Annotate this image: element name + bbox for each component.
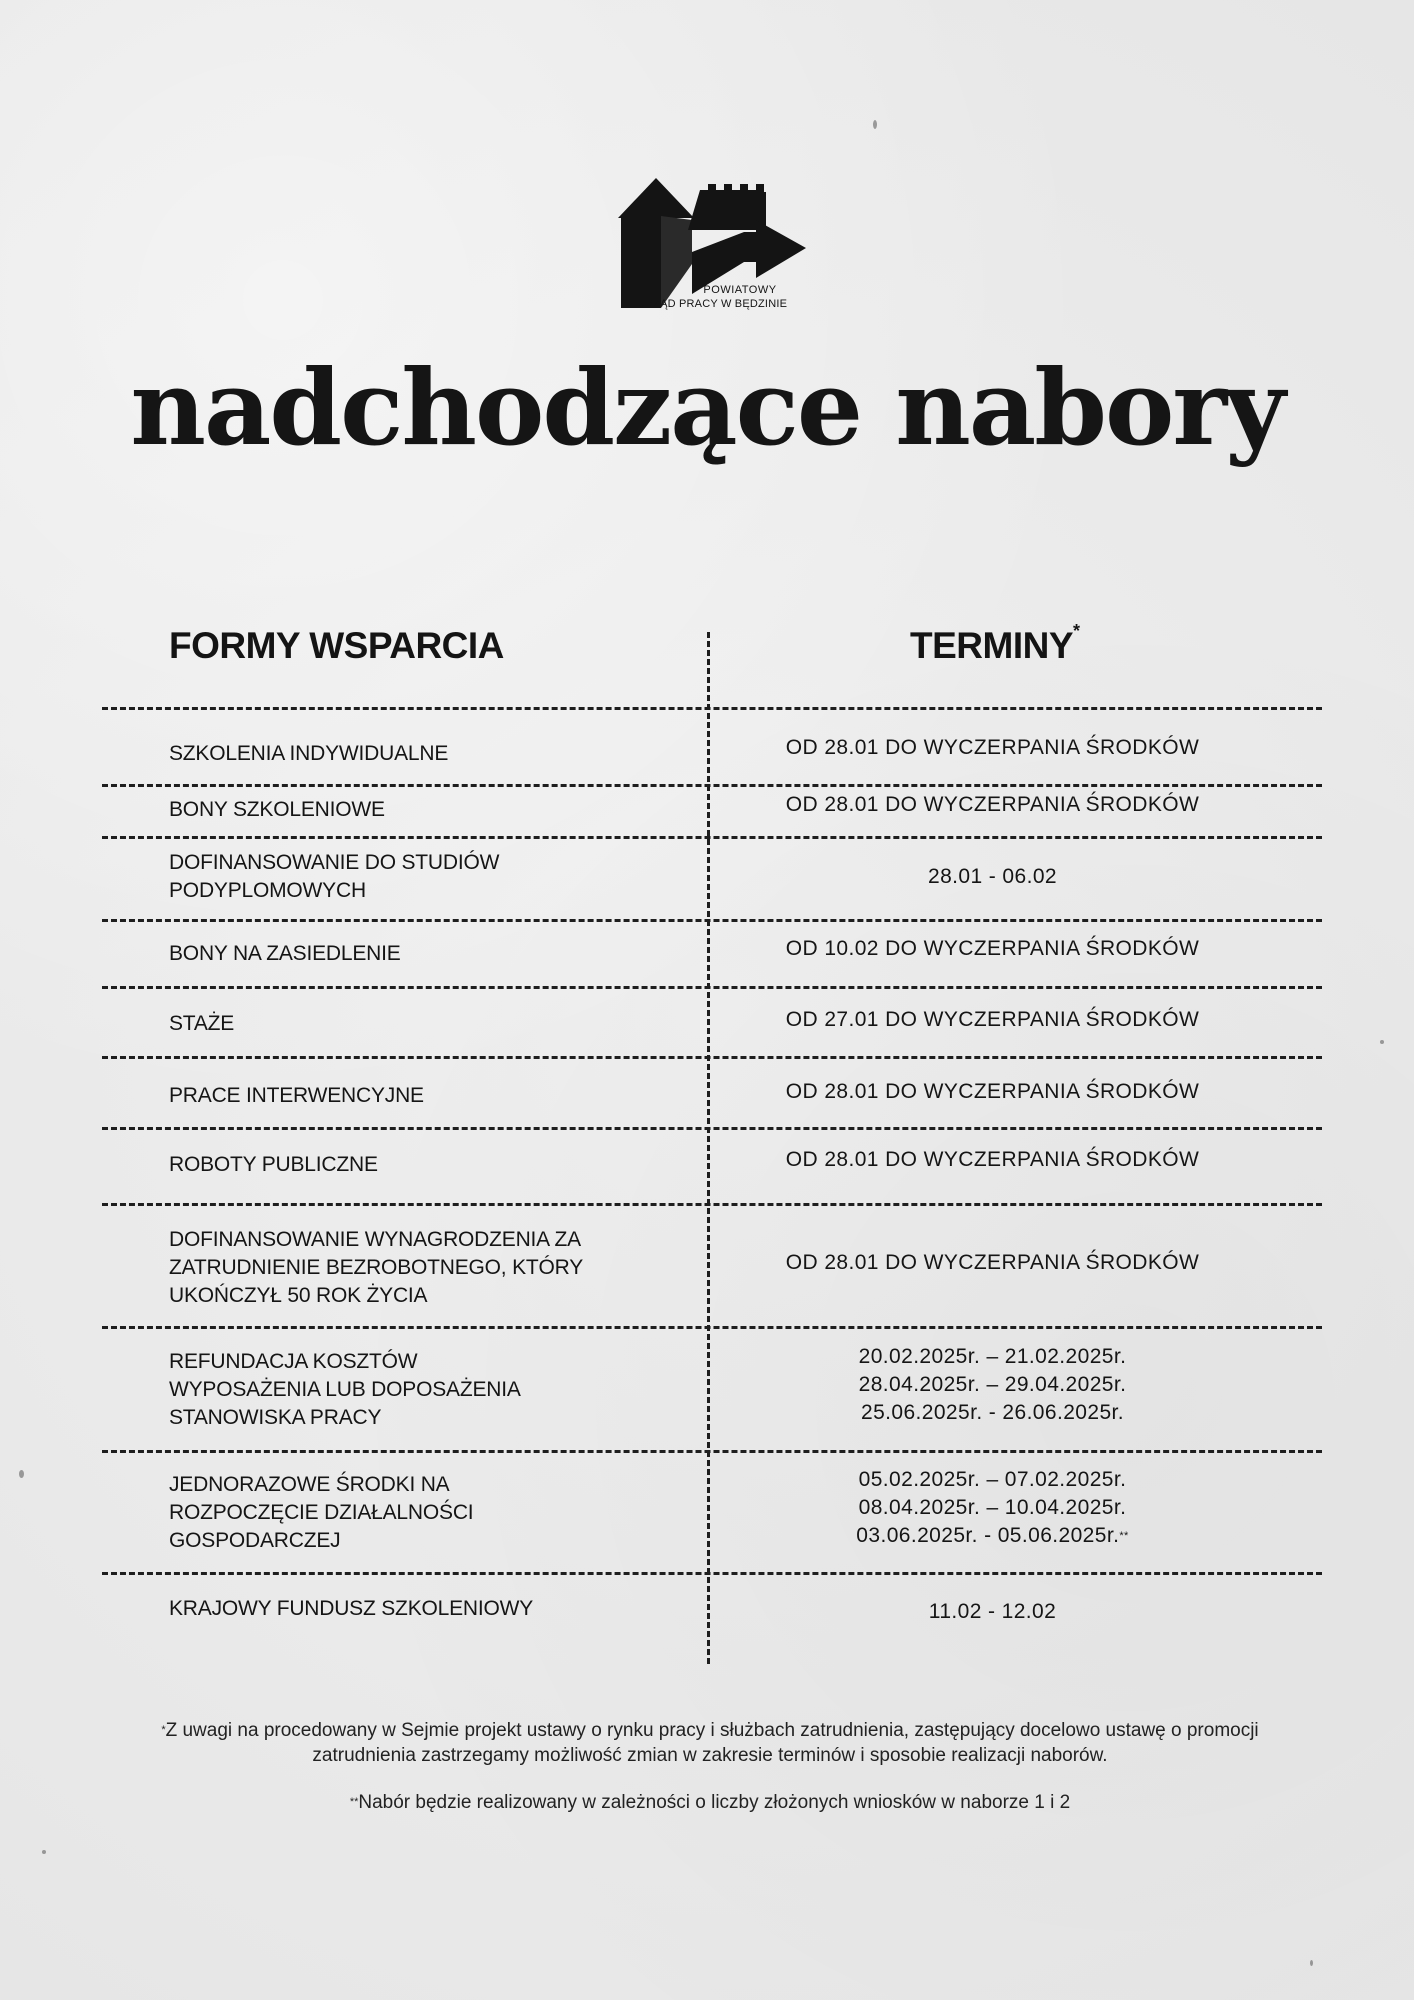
table-row-form: SZKOLENIA INDYWIDUALNE: [169, 742, 449, 765]
table-row-dates: [715, 791, 1270, 819]
table-row-dates: [715, 1343, 1270, 1427]
double-asterisk-mark: **: [349, 1796, 359, 1808]
date-range: OD 28.01 DO WYCZERPANIA ŚRODKÓW: [785, 1148, 1200, 1171]
date-range: OD 28.01 DO WYCZERPANIA ŚRODKÓW: [785, 736, 1200, 759]
table-divider: [102, 707, 1322, 710]
column-header-dates-label: TERMINY: [910, 625, 1073, 666]
table-row-form: PRACE INTERWENCYJNE: [169, 1084, 424, 1107]
date-range: OD 28.01 DO WYCZERPANIA ŚRODKÓW: [785, 1080, 1200, 1103]
table-row-dates: [715, 734, 1270, 762]
logo-text-line1: POWIATOWY: [703, 284, 777, 296]
table-row-dates: [715, 1249, 1270, 1277]
table-divider: [102, 1450, 1322, 1453]
date-range: 28.04.2025r. – 29.04.2025r.: [858, 1373, 1127, 1396]
table-row-form: REFUNDACJA KOSZTÓW WYPOSAŻENIA LUB DOPOSAŻENIA STANOWISKA PRACY: [169, 1350, 520, 1429]
paper-speck: [873, 120, 877, 129]
table-row-dates: [715, 863, 1270, 891]
table-row-dates: [715, 1598, 1270, 1626]
column-header-dates: [910, 621, 1080, 667]
table-row-form: KRAJOWY FUNDUSZ SZKOLENIOWY: [169, 1597, 534, 1620]
paper-speck: [1380, 1040, 1384, 1044]
paper-speck: [42, 1850, 46, 1854]
table-row-dates: [715, 1146, 1270, 1174]
logo-text-line2: URZĄD PRACY W BĘDZINIE: [636, 298, 788, 310]
page-title: nadchodzące nabory: [130, 346, 1284, 469]
footnote-2: [110, 1790, 1310, 1815]
double-asterisk-mark: **: [1119, 1530, 1129, 1542]
table-row-dates: [715, 935, 1270, 963]
date-range: OD 10.02 DO WYCZERPANIA ŚRODKÓW: [785, 937, 1200, 960]
paper-speck: [19, 1470, 24, 1478]
footnote-1-text: Z uwagi na procedowany w Sejmie projekt ustawy o rynku pracy i służbach zatrudnienia, zastępujący docelowo ustawę o promocji zatrudnienia zastrzegamy możliwość zmian w zakresie terminów i sposobie realizacji naborów.: [165, 1720, 1259, 1766]
table-row-dates: [715, 1006, 1270, 1034]
date-range-text: 03.06.2025r. - 05.06.2025r.: [856, 1524, 1120, 1547]
date-range: 05.02.2025r. – 07.02.2025r.: [858, 1468, 1127, 1491]
table-row-form: JEDNORAZOWE ŚRODKI NA ROZPOCZĘCIE DZIAŁALNOŚCI GOSPODARCZEJ: [169, 1473, 474, 1552]
table-divider: [102, 1056, 1322, 1059]
asterisk-mark: *: [1073, 621, 1080, 641]
date-range: 25.06.2025r. - 26.06.2025r.: [860, 1401, 1124, 1424]
date-range: 11.02 - 12.02: [928, 1600, 1057, 1623]
table-divider: [102, 1572, 1322, 1575]
table-row-dates: [715, 1078, 1270, 1106]
date-range: [715, 1522, 1270, 1550]
table-divider: [102, 836, 1322, 839]
footnote-1: [110, 1718, 1310, 1768]
date-range: OD 28.01 DO WYCZERPANIA ŚRODKÓW: [785, 1251, 1200, 1274]
table-divider: [102, 1127, 1322, 1130]
date-range: 08.04.2025r. – 10.04.2025r.: [858, 1496, 1127, 1519]
table-row-dates: [715, 1466, 1270, 1550]
table-divider: [102, 784, 1322, 787]
date-range: OD 28.01 DO WYCZERPANIA ŚRODKÓW: [785, 793, 1200, 816]
date-range: 28.01 - 06.02: [928, 865, 1057, 888]
asterisk-mark: *: [161, 1724, 166, 1736]
column-header-forms: FORMY WSPARCIA: [169, 625, 504, 666]
footnote-2-text: Nabór będzie realizowany w zależności o liczby złożonych wniosków w naborze 1 i 2: [358, 1792, 1071, 1813]
table-divider: [102, 1203, 1322, 1206]
table-row-form: DOFINANSOWANIE WYNAGRODZENIA ZA ZATRUDNIENIE BEZROBOTNEGO, KTÓRY UKOŃCZYŁ 50 ROK ŻYCIA: [169, 1228, 583, 1307]
table-divider: [102, 919, 1322, 922]
table-divider: [102, 986, 1322, 989]
table-divider: [102, 1326, 1322, 1329]
table-row-form: BONY SZKOLENIOWE: [169, 798, 385, 821]
table-row-form: ROBOTY PUBLICZNE: [169, 1153, 378, 1176]
table-row-form: DOFINANSOWANIE DO STUDIÓW PODYPLOMOWYCH: [169, 851, 500, 902]
table-row-form: STAŻE: [169, 1012, 235, 1035]
table-row-form: BONY NA ZASIEDLENIE: [169, 942, 401, 965]
date-range: OD 27.01 DO WYCZERPANIA ŚRODKÓW: [785, 1008, 1200, 1031]
date-range: 20.02.2025r. – 21.02.2025r.: [858, 1345, 1127, 1368]
paper-speck: [1310, 1960, 1313, 1966]
